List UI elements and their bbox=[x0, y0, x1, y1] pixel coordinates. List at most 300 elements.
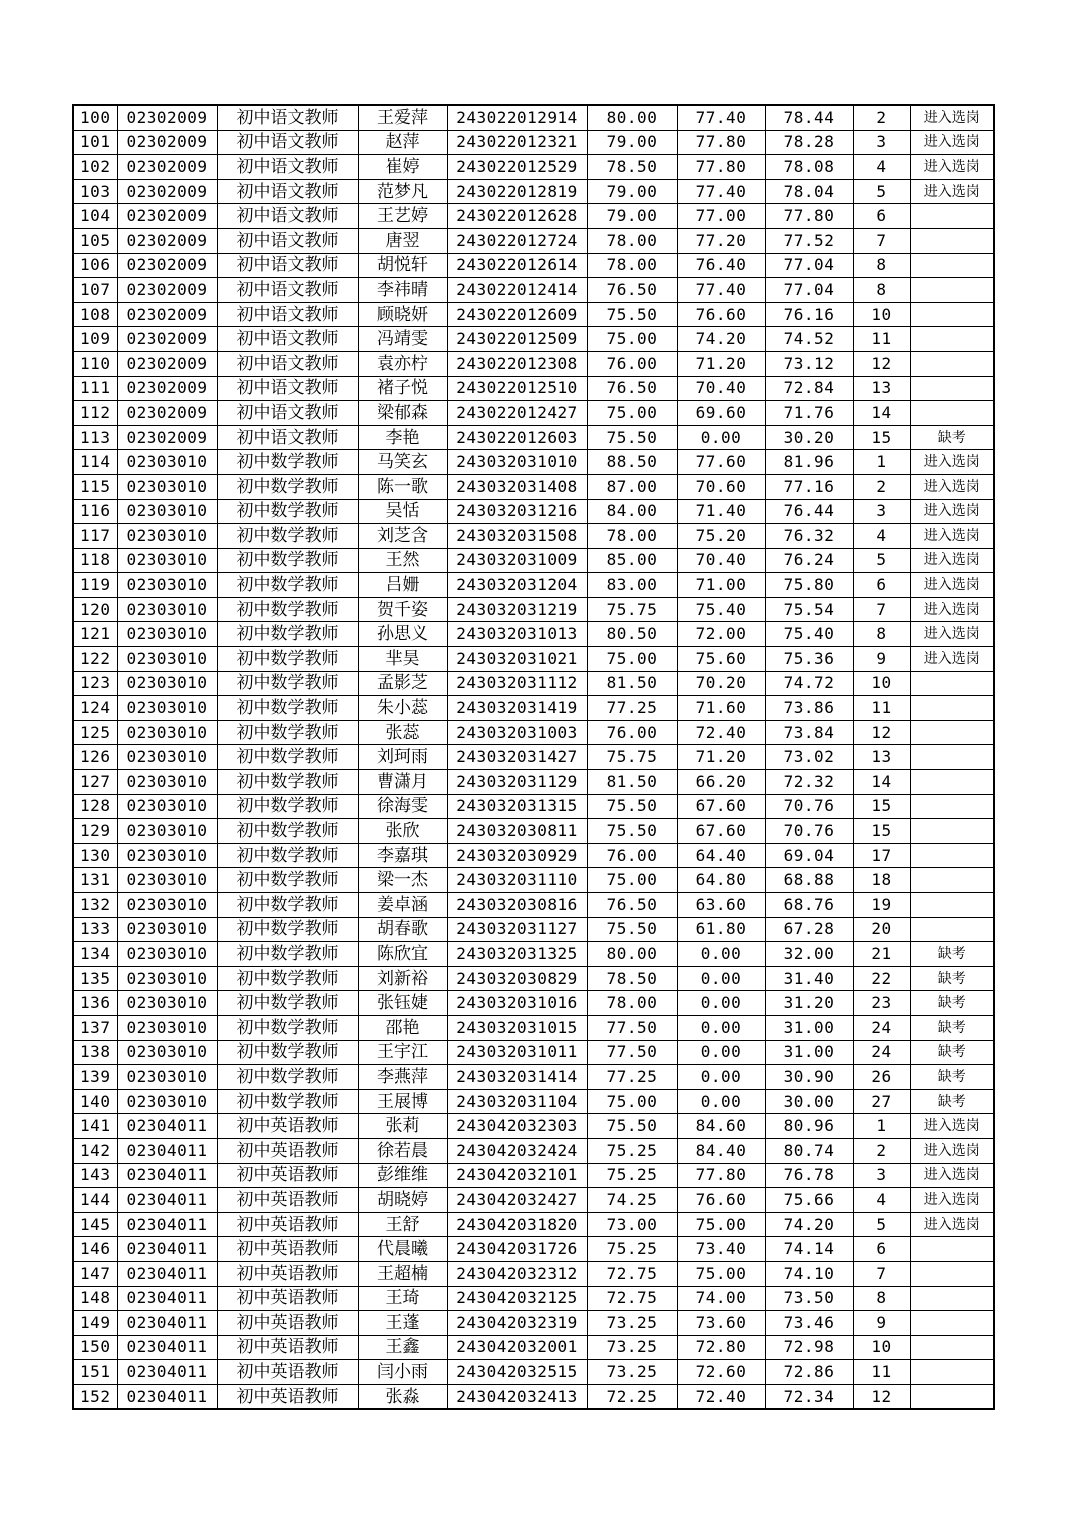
remark-cell: 进入选岗 bbox=[910, 499, 994, 524]
table-row bbox=[73, 278, 994, 303]
rank-cell: 15 bbox=[853, 425, 910, 450]
row-number-cell: 147 bbox=[73, 1261, 117, 1286]
candidate-name-cell: 刘芝含 bbox=[358, 524, 447, 549]
post-code-cell: 02302009 bbox=[117, 253, 217, 278]
post-code-cell: 02304011 bbox=[117, 1138, 217, 1163]
post-name-cell: 初中英语教师 bbox=[217, 1163, 358, 1188]
row-number-cell: 113 bbox=[73, 425, 117, 450]
table-body bbox=[73, 105, 994, 1409]
rank-cell: 4 bbox=[853, 524, 910, 549]
total-score-cell: 74.14 bbox=[765, 1237, 853, 1262]
table-row bbox=[73, 893, 994, 918]
row-number-cell: 133 bbox=[73, 917, 117, 942]
table-row bbox=[73, 671, 994, 696]
rank-cell: 19 bbox=[853, 893, 910, 918]
post-name-cell: 初中语文教师 bbox=[217, 130, 358, 155]
interview-score-cell: 67.60 bbox=[677, 794, 765, 819]
written-score-cell: 85.00 bbox=[587, 548, 677, 573]
rank-cell: 9 bbox=[853, 647, 910, 672]
table-row bbox=[73, 597, 994, 622]
remark-cell bbox=[910, 696, 994, 721]
total-score-cell: 76.24 bbox=[765, 548, 853, 573]
table-row bbox=[73, 794, 994, 819]
interview-score-cell: 77.40 bbox=[677, 105, 765, 130]
rank-cell: 10 bbox=[853, 671, 910, 696]
table-row bbox=[73, 130, 994, 155]
total-score-cell: 30.00 bbox=[765, 1089, 853, 1114]
total-score-cell: 81.96 bbox=[765, 450, 853, 475]
total-score-cell: 73.46 bbox=[765, 1311, 853, 1336]
rank-cell: 3 bbox=[853, 499, 910, 524]
interview-score-cell: 61.80 bbox=[677, 917, 765, 942]
post-name-cell: 初中语文教师 bbox=[217, 327, 358, 352]
candidate-name-cell: 邵艳 bbox=[358, 1015, 447, 1040]
written-score-cell: 78.00 bbox=[587, 253, 677, 278]
rank-cell: 6 bbox=[853, 204, 910, 229]
candidate-name-cell: 孟影芝 bbox=[358, 671, 447, 696]
written-score-cell: 73.25 bbox=[587, 1360, 677, 1385]
table-row bbox=[73, 819, 994, 844]
exam-id-cell: 243022012529 bbox=[447, 155, 587, 180]
row-number-cell: 100 bbox=[73, 105, 117, 130]
interview-score-cell: 74.20 bbox=[677, 327, 765, 352]
table-row bbox=[73, 1261, 994, 1286]
table-row bbox=[73, 204, 994, 229]
row-number-cell: 141 bbox=[73, 1114, 117, 1139]
exam-id-cell: 243032031204 bbox=[447, 573, 587, 598]
exam-id-cell: 243022012308 bbox=[447, 351, 587, 376]
remark-cell bbox=[910, 401, 994, 426]
remark-cell: 进入选岗 bbox=[910, 548, 994, 573]
rank-cell: 15 bbox=[853, 794, 910, 819]
written-score-cell: 75.50 bbox=[587, 819, 677, 844]
table-row bbox=[73, 1237, 994, 1262]
rank-cell: 5 bbox=[853, 1212, 910, 1237]
table-row bbox=[73, 1311, 994, 1336]
total-score-cell: 76.44 bbox=[765, 499, 853, 524]
interview-score-cell: 77.40 bbox=[677, 278, 765, 303]
post-code-cell: 02304011 bbox=[117, 1163, 217, 1188]
exam-id-cell: 243042032515 bbox=[447, 1360, 587, 1385]
remark-cell bbox=[910, 1360, 994, 1385]
row-number-cell: 112 bbox=[73, 401, 117, 426]
total-score-cell: 76.16 bbox=[765, 302, 853, 327]
post-name-cell: 初中数学教师 bbox=[217, 548, 358, 573]
table-row bbox=[73, 622, 994, 647]
rank-cell: 7 bbox=[853, 597, 910, 622]
rank-cell: 8 bbox=[853, 622, 910, 647]
rank-cell: 8 bbox=[853, 1286, 910, 1311]
candidate-name-cell: 冯靖雯 bbox=[358, 327, 447, 352]
remark-cell: 缺考 bbox=[910, 425, 994, 450]
row-number-cell: 140 bbox=[73, 1089, 117, 1114]
table-row bbox=[73, 573, 994, 598]
candidate-name-cell: 贺千姿 bbox=[358, 597, 447, 622]
interview-score-cell: 71.20 bbox=[677, 351, 765, 376]
exam-id-cell: 243042032424 bbox=[447, 1138, 587, 1163]
rank-cell: 14 bbox=[853, 770, 910, 795]
written-score-cell: 75.25 bbox=[587, 1237, 677, 1262]
rank-cell: 23 bbox=[853, 991, 910, 1016]
rank-cell: 1 bbox=[853, 1114, 910, 1139]
table-row bbox=[73, 1114, 994, 1139]
post-code-cell: 02303010 bbox=[117, 647, 217, 672]
row-number-cell: 102 bbox=[73, 155, 117, 180]
interview-score-cell: 77.80 bbox=[677, 1163, 765, 1188]
post-name-cell: 初中数学教师 bbox=[217, 1040, 358, 1065]
candidate-name-cell: 吕姗 bbox=[358, 573, 447, 598]
post-code-cell: 02302009 bbox=[117, 155, 217, 180]
row-number-cell: 125 bbox=[73, 720, 117, 745]
exam-id-cell: 243022012414 bbox=[447, 278, 587, 303]
remark-cell bbox=[910, 278, 994, 303]
written-score-cell: 73.00 bbox=[587, 1212, 677, 1237]
written-score-cell: 76.50 bbox=[587, 376, 677, 401]
total-score-cell: 31.20 bbox=[765, 991, 853, 1016]
total-score-cell: 31.00 bbox=[765, 1015, 853, 1040]
written-score-cell: 87.00 bbox=[587, 474, 677, 499]
exam-id-cell: 243042032125 bbox=[447, 1286, 587, 1311]
row-number-cell: 124 bbox=[73, 696, 117, 721]
exam-id-cell: 243032031112 bbox=[447, 671, 587, 696]
candidate-name-cell: 代晨曦 bbox=[358, 1237, 447, 1262]
exam-id-cell: 243022012628 bbox=[447, 204, 587, 229]
total-score-cell: 78.28 bbox=[765, 130, 853, 155]
interview-score-cell: 72.80 bbox=[677, 1335, 765, 1360]
interview-score-cell: 71.60 bbox=[677, 696, 765, 721]
post-code-cell: 02304011 bbox=[117, 1114, 217, 1139]
post-name-cell: 初中数学教师 bbox=[217, 450, 358, 475]
post-code-cell: 02304011 bbox=[117, 1261, 217, 1286]
written-score-cell: 76.00 bbox=[587, 843, 677, 868]
post-code-cell: 02302009 bbox=[117, 228, 217, 253]
table-row bbox=[73, 696, 994, 721]
post-code-cell: 02303010 bbox=[117, 524, 217, 549]
row-number-cell: 139 bbox=[73, 1065, 117, 1090]
rank-cell: 7 bbox=[853, 1261, 910, 1286]
remark-cell: 缺考 bbox=[910, 942, 994, 967]
post-name-cell: 初中英语教师 bbox=[217, 1261, 358, 1286]
row-number-cell: 129 bbox=[73, 819, 117, 844]
remark-cell: 进入选岗 bbox=[910, 1212, 994, 1237]
exam-id-cell: 243032031414 bbox=[447, 1065, 587, 1090]
post-name-cell: 初中数学教师 bbox=[217, 647, 358, 672]
candidate-name-cell: 刘新裕 bbox=[358, 966, 447, 991]
rank-cell: 6 bbox=[853, 1237, 910, 1262]
exam-id-cell: 243032031315 bbox=[447, 794, 587, 819]
row-number-cell: 119 bbox=[73, 573, 117, 598]
total-score-cell: 72.32 bbox=[765, 770, 853, 795]
table-row bbox=[73, 770, 994, 795]
row-number-cell: 134 bbox=[73, 942, 117, 967]
row-number-cell: 104 bbox=[73, 204, 117, 229]
post-code-cell: 02302009 bbox=[117, 278, 217, 303]
row-number-cell: 106 bbox=[73, 253, 117, 278]
total-score-cell: 70.76 bbox=[765, 819, 853, 844]
post-name-cell: 初中数学教师 bbox=[217, 942, 358, 967]
post-code-cell: 02303010 bbox=[117, 942, 217, 967]
remark-cell: 缺考 bbox=[910, 1065, 994, 1090]
post-name-cell: 初中数学教师 bbox=[217, 917, 358, 942]
remark-cell bbox=[910, 1311, 994, 1336]
row-number-cell: 152 bbox=[73, 1384, 117, 1409]
post-code-cell: 02304011 bbox=[117, 1286, 217, 1311]
candidate-name-cell: 张蕊 bbox=[358, 720, 447, 745]
exam-id-cell: 243042032312 bbox=[447, 1261, 587, 1286]
written-score-cell: 75.00 bbox=[587, 868, 677, 893]
rank-cell: 20 bbox=[853, 917, 910, 942]
table-row bbox=[73, 474, 994, 499]
interview-score-cell: 77.80 bbox=[677, 130, 765, 155]
total-score-cell: 67.28 bbox=[765, 917, 853, 942]
written-score-cell: 75.00 bbox=[587, 327, 677, 352]
table-row bbox=[73, 376, 994, 401]
written-score-cell: 75.00 bbox=[587, 401, 677, 426]
exam-id-cell: 243032030816 bbox=[447, 893, 587, 918]
row-number-cell: 101 bbox=[73, 130, 117, 155]
candidate-name-cell: 王舒 bbox=[358, 1212, 447, 1237]
table-row bbox=[73, 179, 994, 204]
post-code-cell: 02303010 bbox=[117, 966, 217, 991]
post-name-cell: 初中英语教师 bbox=[217, 1138, 358, 1163]
candidate-name-cell: 朱小蕊 bbox=[358, 696, 447, 721]
post-name-cell: 初中数学教师 bbox=[217, 696, 358, 721]
interview-score-cell: 84.60 bbox=[677, 1114, 765, 1139]
row-number-cell: 108 bbox=[73, 302, 117, 327]
candidate-name-cell: 王艺婷 bbox=[358, 204, 447, 229]
written-score-cell: 80.50 bbox=[587, 622, 677, 647]
table-row bbox=[73, 524, 994, 549]
interview-score-cell: 0.00 bbox=[677, 1089, 765, 1114]
exam-id-cell: 243022012321 bbox=[447, 130, 587, 155]
row-number-cell: 135 bbox=[73, 966, 117, 991]
table-row bbox=[73, 1188, 994, 1213]
interview-score-cell: 72.00 bbox=[677, 622, 765, 647]
candidate-name-cell: 胡晓婷 bbox=[358, 1188, 447, 1213]
remark-cell: 进入选岗 bbox=[910, 155, 994, 180]
written-score-cell: 79.00 bbox=[587, 130, 677, 155]
post-name-cell: 初中英语教师 bbox=[217, 1188, 358, 1213]
post-name-cell: 初中数学教师 bbox=[217, 474, 358, 499]
post-code-cell: 02303010 bbox=[117, 991, 217, 1016]
interview-score-cell: 77.40 bbox=[677, 179, 765, 204]
table-row bbox=[73, 1138, 994, 1163]
remark-cell: 缺考 bbox=[910, 1089, 994, 1114]
post-name-cell: 初中语文教师 bbox=[217, 155, 358, 180]
post-code-cell: 02302009 bbox=[117, 130, 217, 155]
post-code-cell: 02303010 bbox=[117, 573, 217, 598]
total-score-cell: 30.90 bbox=[765, 1065, 853, 1090]
post-name-cell: 初中数学教师 bbox=[217, 893, 358, 918]
total-score-cell: 80.96 bbox=[765, 1114, 853, 1139]
post-name-cell: 初中英语教师 bbox=[217, 1114, 358, 1139]
total-score-cell: 73.12 bbox=[765, 351, 853, 376]
exam-id-cell: 243032031104 bbox=[447, 1089, 587, 1114]
candidate-name-cell: 唐翌 bbox=[358, 228, 447, 253]
post-name-cell: 初中数学教师 bbox=[217, 1065, 358, 1090]
exam-id-cell: 243032031016 bbox=[447, 991, 587, 1016]
row-number-cell: 148 bbox=[73, 1286, 117, 1311]
row-number-cell: 109 bbox=[73, 327, 117, 352]
total-score-cell: 30.20 bbox=[765, 425, 853, 450]
remark-cell: 进入选岗 bbox=[910, 179, 994, 204]
candidate-name-cell: 王琦 bbox=[358, 1286, 447, 1311]
written-score-cell: 81.50 bbox=[587, 671, 677, 696]
candidate-name-cell: 徐若晨 bbox=[358, 1138, 447, 1163]
post-code-cell: 02303010 bbox=[117, 1015, 217, 1040]
candidate-name-cell: 芈昊 bbox=[358, 647, 447, 672]
post-name-cell: 初中数学教师 bbox=[217, 991, 358, 1016]
interview-score-cell: 0.00 bbox=[677, 966, 765, 991]
remark-cell bbox=[910, 819, 994, 844]
interview-score-cell: 71.00 bbox=[677, 573, 765, 598]
row-number-cell: 150 bbox=[73, 1335, 117, 1360]
remark-cell bbox=[910, 1384, 994, 1409]
post-name-cell: 初中数学教师 bbox=[217, 770, 358, 795]
rank-cell: 14 bbox=[853, 401, 910, 426]
written-score-cell: 75.00 bbox=[587, 647, 677, 672]
candidate-name-cell: 褚子悦 bbox=[358, 376, 447, 401]
candidate-name-cell: 张莉 bbox=[358, 1114, 447, 1139]
table-row bbox=[73, 228, 994, 253]
candidate-name-cell: 刘珂雨 bbox=[358, 745, 447, 770]
interview-score-cell: 76.60 bbox=[677, 302, 765, 327]
exam-id-cell: 243042032001 bbox=[447, 1335, 587, 1360]
row-number-cell: 128 bbox=[73, 794, 117, 819]
row-number-cell: 120 bbox=[73, 597, 117, 622]
rank-cell: 10 bbox=[853, 1335, 910, 1360]
candidate-name-cell: 李艳 bbox=[358, 425, 447, 450]
table-row bbox=[73, 1065, 994, 1090]
remark-cell: 缺考 bbox=[910, 991, 994, 1016]
post-name-cell: 初中数学教师 bbox=[217, 622, 358, 647]
row-number-cell: 132 bbox=[73, 893, 117, 918]
exam-id-cell: 243022012614 bbox=[447, 253, 587, 278]
post-name-cell: 初中语文教师 bbox=[217, 351, 358, 376]
candidate-name-cell: 梁郁森 bbox=[358, 401, 447, 426]
post-name-cell: 初中数学教师 bbox=[217, 966, 358, 991]
row-number-cell: 136 bbox=[73, 991, 117, 1016]
remark-cell bbox=[910, 204, 994, 229]
written-score-cell: 77.50 bbox=[587, 1015, 677, 1040]
written-score-cell: 75.25 bbox=[587, 1163, 677, 1188]
candidate-name-cell: 张钰婕 bbox=[358, 991, 447, 1016]
row-number-cell: 144 bbox=[73, 1188, 117, 1213]
exam-id-cell: 243022012819 bbox=[447, 179, 587, 204]
remark-cell: 进入选岗 bbox=[910, 1188, 994, 1213]
interview-score-cell: 72.60 bbox=[677, 1360, 765, 1385]
written-score-cell: 78.00 bbox=[587, 524, 677, 549]
candidate-name-cell: 吴恬 bbox=[358, 499, 447, 524]
post-name-cell: 初中数学教师 bbox=[217, 794, 358, 819]
table-row bbox=[73, 351, 994, 376]
exam-id-cell: 243032031013 bbox=[447, 622, 587, 647]
remark-cell bbox=[910, 376, 994, 401]
written-score-cell: 79.00 bbox=[587, 179, 677, 204]
candidate-name-cell: 张淼 bbox=[358, 1384, 447, 1409]
written-score-cell: 75.75 bbox=[587, 745, 677, 770]
interview-score-cell: 71.20 bbox=[677, 745, 765, 770]
total-score-cell: 78.08 bbox=[765, 155, 853, 180]
exam-id-cell: 243022012509 bbox=[447, 327, 587, 352]
row-number-cell: 126 bbox=[73, 745, 117, 770]
written-score-cell: 80.00 bbox=[587, 105, 677, 130]
remark-cell: 进入选岗 bbox=[910, 597, 994, 622]
remark-cell: 缺考 bbox=[910, 1040, 994, 1065]
remark-cell bbox=[910, 1261, 994, 1286]
row-number-cell: 123 bbox=[73, 671, 117, 696]
row-number-cell: 151 bbox=[73, 1360, 117, 1385]
total-score-cell: 69.04 bbox=[765, 843, 853, 868]
candidate-name-cell: 马笑玄 bbox=[358, 450, 447, 475]
table-row bbox=[73, 1360, 994, 1385]
interview-score-cell: 75.40 bbox=[677, 597, 765, 622]
remark-cell bbox=[910, 770, 994, 795]
row-number-cell: 121 bbox=[73, 622, 117, 647]
rank-cell: 10 bbox=[853, 302, 910, 327]
interview-score-cell: 70.20 bbox=[677, 671, 765, 696]
candidate-name-cell: 崔婷 bbox=[358, 155, 447, 180]
row-number-cell: 127 bbox=[73, 770, 117, 795]
exam-id-cell: 243022012724 bbox=[447, 228, 587, 253]
interview-score-cell: 75.60 bbox=[677, 647, 765, 672]
written-score-cell: 88.50 bbox=[587, 450, 677, 475]
post-name-cell: 初中英语教师 bbox=[217, 1237, 358, 1262]
remark-cell bbox=[910, 671, 994, 696]
written-score-cell: 77.50 bbox=[587, 1040, 677, 1065]
exam-id-cell: 243022012510 bbox=[447, 376, 587, 401]
written-score-cell: 73.25 bbox=[587, 1335, 677, 1360]
rank-cell: 12 bbox=[853, 720, 910, 745]
table-row bbox=[73, 302, 994, 327]
written-score-cell: 78.00 bbox=[587, 228, 677, 253]
table-row bbox=[73, 1286, 994, 1311]
table-row bbox=[73, 450, 994, 475]
post-code-cell: 02303010 bbox=[117, 794, 217, 819]
written-score-cell: 75.50 bbox=[587, 794, 677, 819]
row-number-cell: 114 bbox=[73, 450, 117, 475]
exam-id-cell: 243032030929 bbox=[447, 843, 587, 868]
interview-score-cell: 0.00 bbox=[677, 1065, 765, 1090]
total-score-cell: 73.02 bbox=[765, 745, 853, 770]
rank-cell: 12 bbox=[853, 1384, 910, 1409]
exam-id-cell: 243032031408 bbox=[447, 474, 587, 499]
interview-score-cell: 0.00 bbox=[677, 425, 765, 450]
candidate-name-cell: 徐海雯 bbox=[358, 794, 447, 819]
exam-id-cell: 243022012603 bbox=[447, 425, 587, 450]
table-row bbox=[73, 942, 994, 967]
post-code-cell: 02303010 bbox=[117, 622, 217, 647]
rank-cell: 24 bbox=[853, 1015, 910, 1040]
interview-score-cell: 77.20 bbox=[677, 228, 765, 253]
row-number-cell: 117 bbox=[73, 524, 117, 549]
rank-cell: 12 bbox=[853, 351, 910, 376]
rank-cell: 3 bbox=[853, 130, 910, 155]
interview-score-cell: 63.60 bbox=[677, 893, 765, 918]
total-score-cell: 78.44 bbox=[765, 105, 853, 130]
table-row bbox=[73, 548, 994, 573]
candidate-name-cell: 梁一杰 bbox=[358, 868, 447, 893]
rank-cell: 11 bbox=[853, 1360, 910, 1385]
rank-cell: 17 bbox=[853, 843, 910, 868]
rank-cell: 8 bbox=[853, 278, 910, 303]
post-code-cell: 02303010 bbox=[117, 671, 217, 696]
total-score-cell: 68.88 bbox=[765, 868, 853, 893]
post-code-cell: 02303010 bbox=[117, 868, 217, 893]
post-code-cell: 02303010 bbox=[117, 745, 217, 770]
candidate-name-cell: 王宇江 bbox=[358, 1040, 447, 1065]
post-name-cell: 初中数学教师 bbox=[217, 524, 358, 549]
